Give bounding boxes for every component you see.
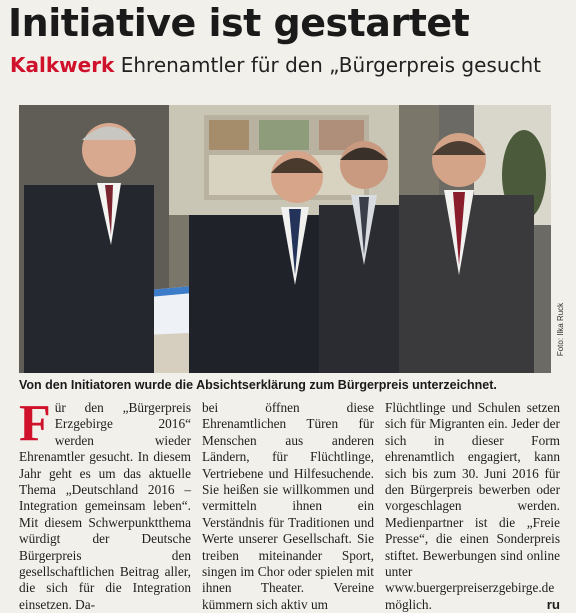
article-column-1 <box>19 395 191 613</box>
drop-cap: F <box>19 395 51 452</box>
subheadline <box>10 52 570 78</box>
photo-credit: Foto: Ilka Ruck <box>555 302 565 357</box>
column-1-text: ür den „Bürgerpreis Erzgebirge 2016“ werden wieder Ehrenamtler gesucht. In diesem Jahr geht es um das aktuelle Thema „Deutschland 2016 – Integration gemeinsam leben“. Mit diesem Schwerpunktthema würdigt der Deutsche Bürgerpreis den gesellschaftlichen Beitrag aller, die sich für die Integration einsetzen. Da- <box>19 400 191 612</box>
author-signature: ru <box>546 596 560 612</box>
article-column-3 <box>385 400 560 613</box>
headline: Initiative ist gestartet <box>8 1 470 45</box>
photo-caption: Von den Initiatoren wurde die Absichtserklärung zum Bürgerpreis unterzeichnet. <box>19 378 497 392</box>
subheadline-text: Ehrenamtler für den „Bürgerpreis gesucht <box>120 53 542 77</box>
article-photo <box>19 105 565 373</box>
photo-illustration <box>19 105 551 373</box>
column-3-text: Flüchtlinge und Schulen setzen sich für Migranten ein. Jeder der sich in dieser Form ehrenamtlich engagiert, kann sich bis zum 30. Juni 2016 für den Bürgerpreis bewerben oder vorgeschlagen werden. Medienpartner ist die „Freie Presse“, die einen Sonderpreis stiftet. Bewerbungen sind online unter www.buergerpreiserzgebirge.de möglich. <box>385 400 560 612</box>
column-2-text: bei öffnen diese Ehrenamtlichen Türen für Menschen aus anderen Ländern, für Flüchtlinge, Vertriebene und Hilfesuchende. Sie heißen sie willkommen und vermitteln ihnen ein Verständnis für Traditionen und Werte unserer Gesellschaft. Sie treiben miteinander Sport, singen im Chor oder spielen mit ihnen Theater. Vereine kümmern sich aktiv um <box>202 400 374 612</box>
article-body <box>19 395 561 612</box>
kicker: Kalkwerk <box>10 53 115 77</box>
article-column-2 <box>202 400 374 613</box>
